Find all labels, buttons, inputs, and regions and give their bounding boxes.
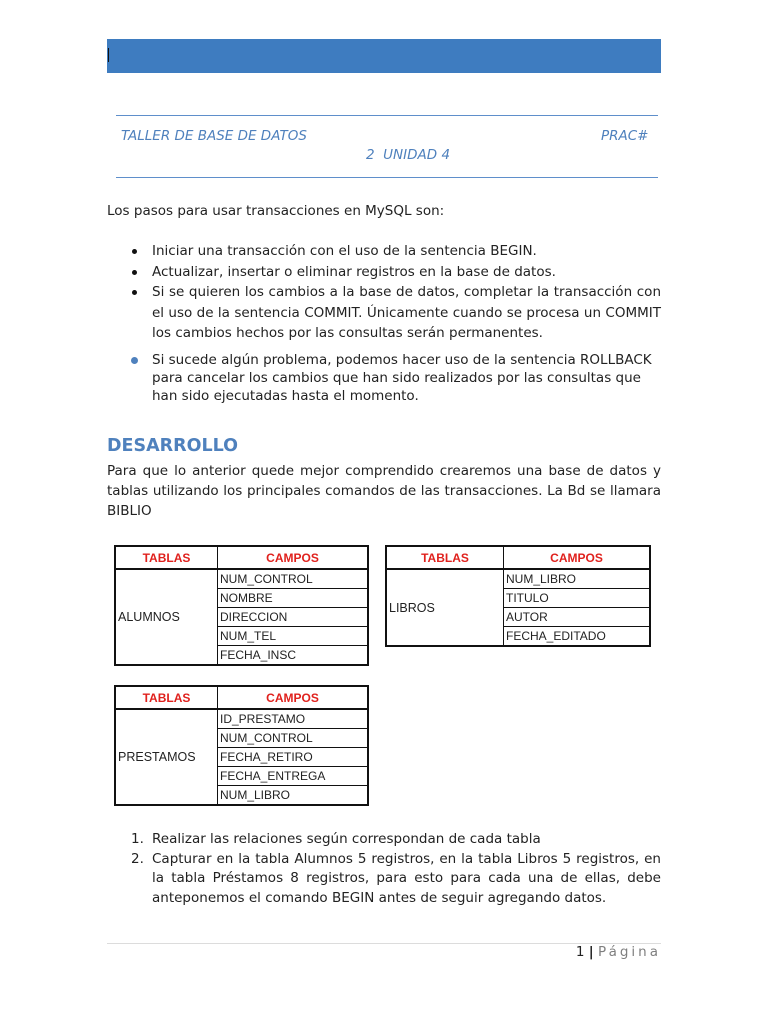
field-cell: FECHA_RETIRO	[218, 748, 369, 767]
bullet-icon	[131, 357, 138, 364]
numbered-steps	[107, 830, 661, 908]
col-header-campos: CAMPOS	[218, 686, 369, 709]
field-cell: FECHA_INSC	[218, 646, 369, 666]
list-item: 2. Capturar en la tabla Alumnos 5 registros, en la tabla Libros 5 registros, en la tabla Préstamos 8 registros, para esto para cada una de ellas, debe anteponemos el comando BEGIN antes de seguir agregando datos.	[131, 850, 661, 906]
col-header-campos: CAMPOS	[218, 546, 369, 569]
field-cell: NOMBRE	[218, 589, 369, 608]
table-name-cell: PRESTAMOS	[115, 709, 218, 805]
col-header-campos: CAMPOS	[504, 546, 651, 569]
list-item: 1. Realizar las relaciones según correspondan de cada tabla	[107, 830, 661, 850]
header-banner	[107, 39, 661, 73]
page-number: 1	[575, 944, 585, 960]
field-cell: NUM_CONTROL	[218, 569, 369, 589]
field-cell: NUM_TEL	[218, 627, 369, 646]
section-heading: DESARROLLO	[107, 436, 239, 456]
field-cell: NUM_LIBRO	[218, 786, 369, 806]
field-cell: AUTOR	[504, 608, 651, 627]
field-cell: ID_PRESTAMO	[218, 709, 369, 729]
page-footer	[576, 944, 661, 960]
bullet-icon	[132, 270, 137, 275]
unit-label: 2 UNIDAD 4	[366, 147, 451, 163]
list-item: Iniciar una transacción con el uso de la sentencia BEGIN.	[107, 241, 661, 262]
steps-bullet-list	[107, 241, 661, 344]
prestamos-table	[114, 685, 369, 806]
bullet-icon	[132, 249, 137, 254]
footer-separator: |	[588, 944, 594, 960]
page-word: Página	[598, 944, 661, 960]
text-cursor	[108, 48, 109, 62]
header-rule-top	[116, 115, 658, 116]
table-name-cell: LIBROS	[386, 569, 504, 646]
list-item: Actualizar, insertar o eliminar registros en la base de datos.	[107, 262, 661, 283]
practice-label: PRAC#	[601, 128, 649, 144]
section-paragraph: Para que lo anterior quede mejor comprendido crearemos una base de datos y tablas utilizando los principales comandos de las transacciones. La Bd se llamara BIBLIO	[107, 463, 661, 519]
field-cell: NUM_CONTROL	[218, 729, 369, 748]
field-cell: DIRECCION	[218, 608, 369, 627]
col-header-tablas: TABLAS	[115, 546, 218, 569]
header-rule-bottom	[116, 177, 658, 178]
step-number: 2.	[131, 850, 144, 867]
field-cell: TITULO	[504, 589, 651, 608]
col-header-tablas: TABLAS	[115, 686, 218, 709]
table-name-cell: ALUMNOS	[115, 569, 218, 665]
alumnos-table	[114, 545, 369, 666]
list-item: Si se quieren los cambios a la base de datos, completar la transacción con el uso de la sentencia COMMIT. Únicamente cuando se procesa un COMMIT los cambios hechos por las consultas serán permanentes.	[107, 282, 661, 344]
rollback-bullet: Si sucede algún problema, podemos hacer uso de la sentencia ROLLBACK para cancelar los cambios que han sido realizados por las consultas que han sido ejecutadas hasta el momento.	[107, 351, 661, 405]
field-cell: FECHA_EDITADO	[504, 627, 651, 647]
step-number: 1.	[131, 831, 144, 847]
bullet-icon	[132, 290, 137, 295]
libros-table	[385, 545, 651, 647]
field-cell: FECHA_ENTREGA	[218, 767, 369, 786]
field-cell: NUM_LIBRO	[504, 569, 651, 589]
col-header-tablas: TABLAS	[386, 546, 504, 569]
intro-text: Los pasos para usar transacciones en MySQL son:	[107, 203, 445, 219]
course-title: TALLER DE BASE DE DATOS	[121, 128, 307, 144]
